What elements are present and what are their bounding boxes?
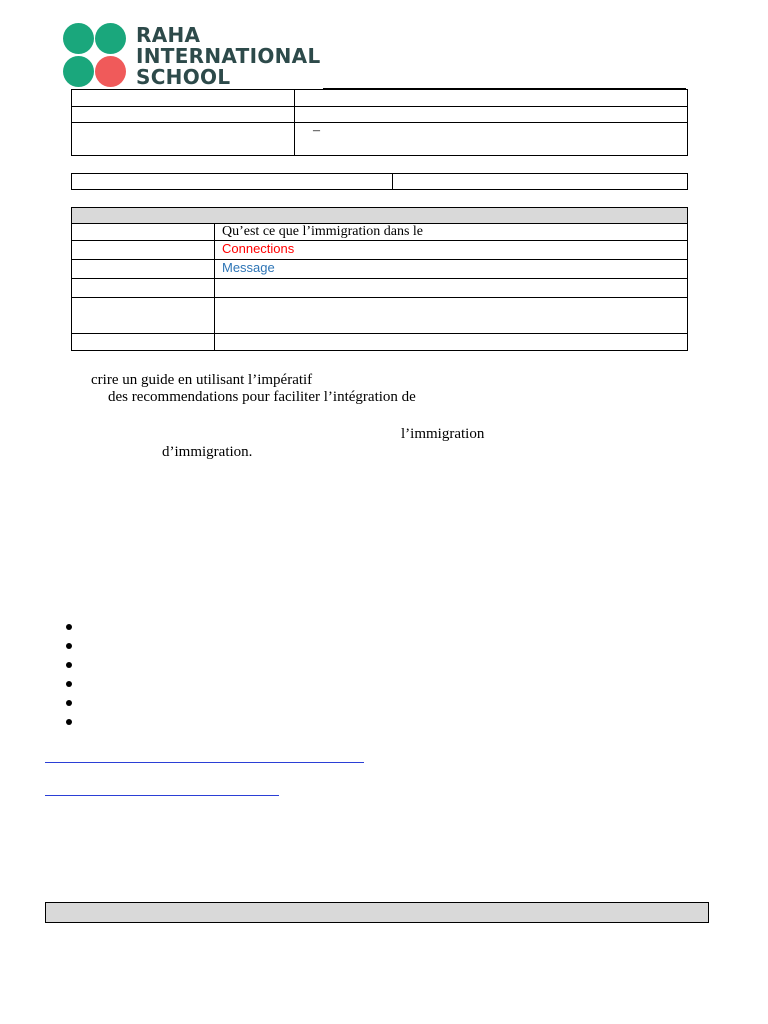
logo-line-2: INTERNATIONAL [136,44,321,68]
split-table [71,173,688,190]
unit-row-label [72,334,215,351]
bullet-point [66,624,72,630]
info-cell [295,107,688,123]
logo-dot-bottom-right [95,56,126,87]
info-cell: – [295,123,688,156]
bullet-point [66,719,72,725]
info-table [71,89,688,156]
logo-dot-top-left [63,23,94,54]
unit-row-label [72,260,215,279]
bullet-point [66,662,72,668]
hyperlink-1[interactable] [45,762,364,763]
unit-row-label [72,298,215,334]
instruction-line-4: d’immigration. [162,444,253,460]
unit-row-value-message: Message [215,260,688,279]
info-cell [72,107,295,123]
hyperlink-2[interactable] [45,795,279,796]
school-logo [63,22,323,90]
info-cell [72,90,295,107]
instruction-line-3: l’immigration [401,426,485,442]
unit-row-value-question: Qu’est ce que l’immigration dans le [215,224,688,241]
info-cell [295,90,688,107]
unit-row-label [72,224,215,241]
split-cell [393,174,688,190]
split-cell [72,174,393,190]
unit-row-value [215,298,688,334]
info-cell [72,123,295,156]
logo-line-1: RAHA [136,23,201,47]
unit-row-value-connections: Connections [215,241,688,260]
logo-dot-bottom-left [63,56,94,87]
instruction-line-1: crire un guide en utilisant l’impératif [91,372,313,388]
unit-row-value [215,279,688,298]
bullet-point [66,681,72,687]
unit-table [71,207,688,351]
unit-table-header [72,208,688,224]
instruction-line-2: des recommendations pour faciliter l’intégration de [108,389,416,405]
bullet-point [66,700,72,706]
logo-line-3: SCHOOL [136,65,231,89]
unit-row-value [215,334,688,351]
unit-row-label [72,241,215,260]
bullet-point [66,643,72,649]
logo-wordmark [136,25,321,88]
logo-dot-top-right [95,23,126,54]
unit-row-label [72,279,215,298]
footer-bar [45,902,709,923]
